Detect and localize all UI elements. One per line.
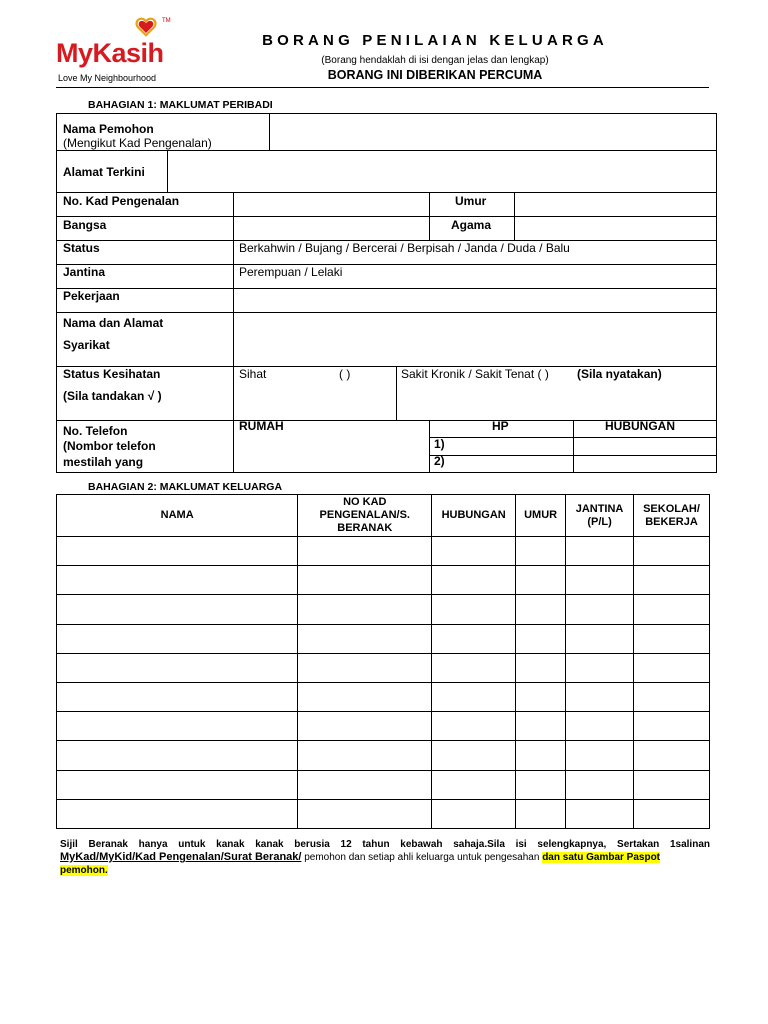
family-table-row bbox=[57, 537, 710, 566]
family-cell-school-work[interactable] bbox=[634, 682, 710, 711]
family-cell-gender[interactable] bbox=[566, 682, 634, 711]
header-divider bbox=[56, 87, 709, 88]
race-field[interactable] bbox=[234, 217, 429, 240]
family-cell-school-work[interactable] bbox=[634, 770, 710, 799]
family-cell-age[interactable] bbox=[516, 653, 566, 682]
health-label: Status Kesihatan bbox=[63, 367, 161, 381]
phone-row-1-label: 1) bbox=[434, 437, 445, 451]
family-cell-ic[interactable] bbox=[298, 624, 432, 653]
note-line-1: Sijil Beranak hanya untuk kanak kanak berusia 12 tahun kebawah sahaja.Sila isi selengkapnya, Sertakan 1salinan bbox=[60, 839, 710, 850]
family-cell-school-work[interactable] bbox=[634, 566, 710, 595]
family-cell-name[interactable] bbox=[57, 770, 298, 799]
gender-label: Jantina bbox=[63, 265, 106, 279]
company-label-2: Syarikat bbox=[63, 338, 110, 352]
family-cell-age[interactable] bbox=[516, 741, 566, 770]
family-cell-name[interactable] bbox=[57, 566, 298, 595]
col-header-relation: HUBUNGAN bbox=[432, 495, 516, 537]
col-divider bbox=[429, 420, 430, 472]
family-table-row bbox=[57, 566, 710, 595]
family-cell-age[interactable] bbox=[516, 799, 566, 828]
col-divider bbox=[429, 192, 430, 240]
family-cell-age[interactable] bbox=[516, 712, 566, 741]
occupation-label: Pekerjaan bbox=[63, 289, 120, 303]
family-cell-relation[interactable] bbox=[432, 537, 516, 566]
family-cell-school-work[interactable] bbox=[634, 537, 710, 566]
family-cell-name[interactable] bbox=[57, 799, 298, 828]
family-cell-name[interactable] bbox=[57, 741, 298, 770]
family-table-row bbox=[57, 682, 710, 711]
family-cell-relation[interactable] bbox=[432, 682, 516, 711]
family-cell-ic[interactable] bbox=[298, 741, 432, 770]
health-healthy-checkbox[interactable]: ( ) bbox=[339, 367, 351, 381]
family-cell-age[interactable] bbox=[516, 566, 566, 595]
note-highlight-2: pemohon. bbox=[60, 865, 108, 876]
note-line-3 bbox=[60, 864, 720, 877]
col-header-age: UMUR bbox=[516, 495, 566, 537]
col-header-ic: NO KAD PENGENALAN/S. BERANAK bbox=[298, 495, 432, 537]
occupation-field[interactable] bbox=[234, 289, 716, 312]
religion-field[interactable] bbox=[515, 217, 716, 240]
family-table-row bbox=[57, 595, 710, 624]
note-middle: pemohon dan setiap ahli keluarga untuk pengesahan bbox=[301, 852, 543, 863]
company-field[interactable] bbox=[234, 313, 716, 366]
note-documents: MyKad/MyKid/Kad Pengenalan/Surat Beranak/ bbox=[60, 851, 302, 863]
col-divider bbox=[573, 420, 574, 472]
family-cell-age[interactable] bbox=[516, 624, 566, 653]
family-table-row bbox=[57, 712, 710, 741]
ic-field[interactable] bbox=[234, 193, 429, 216]
mykasih-logo bbox=[56, 16, 184, 86]
form-title: BORANG PENILAIAN KELUARGA bbox=[262, 32, 608, 49]
phone-house-field[interactable] bbox=[234, 434, 429, 472]
family-cell-ic[interactable] bbox=[298, 712, 432, 741]
family-cell-name[interactable] bbox=[57, 595, 298, 624]
family-cell-name[interactable] bbox=[57, 712, 298, 741]
form-subtitle: (Borang hendaklah di isi dengan jelas dan lengkap) bbox=[321, 55, 549, 66]
age-field[interactable] bbox=[515, 193, 716, 216]
address-field[interactable] bbox=[168, 151, 716, 192]
family-cell-name[interactable] bbox=[57, 653, 298, 682]
family-cell-relation[interactable] bbox=[432, 595, 516, 624]
col-header-name: NAMA bbox=[57, 495, 298, 537]
phone-label-2: (Nombor telefon bbox=[63, 439, 156, 453]
family-cell-name[interactable] bbox=[57, 682, 298, 711]
family-cell-age[interactable] bbox=[516, 770, 566, 799]
section-2-title: BAHAGIAN 2: MAKLUMAT KELUARGA bbox=[88, 481, 283, 493]
personal-info-table bbox=[56, 113, 717, 473]
family-table-row bbox=[57, 741, 710, 770]
status-options[interactable]: Berkahwin / Bujang / Bercerai / Berpisah / Janda / Duda / Balu bbox=[239, 241, 570, 255]
family-cell-gender[interactable] bbox=[566, 712, 634, 741]
family-cell-age[interactable] bbox=[516, 595, 566, 624]
col-header-school-work: SEKOLAH/ BEKERJA bbox=[634, 495, 710, 537]
family-cell-relation[interactable] bbox=[432, 712, 516, 741]
health-healthy-option[interactable]: Sihat bbox=[239, 367, 267, 381]
row-divider bbox=[57, 264, 716, 265]
note-highlight-1: dan satu Gambar Paspot bbox=[542, 852, 661, 863]
phone-label: No. Telefon bbox=[63, 424, 128, 438]
family-cell-school-work[interactable] bbox=[634, 741, 710, 770]
family-cell-ic[interactable] bbox=[298, 566, 432, 595]
family-cell-relation[interactable] bbox=[432, 566, 516, 595]
family-cell-ic[interactable] bbox=[298, 595, 432, 624]
family-cell-name[interactable] bbox=[57, 624, 298, 653]
health-sublabel: (Sila tandakan √ ) bbox=[63, 389, 162, 403]
family-cell-ic[interactable] bbox=[298, 770, 432, 799]
col-header-gender: JANTINA (P/L) bbox=[566, 495, 634, 537]
family-cell-name[interactable] bbox=[57, 537, 298, 566]
applicant-name-field[interactable] bbox=[270, 114, 716, 150]
gender-options[interactable]: Perempuan / Lelaki bbox=[239, 265, 343, 279]
family-table-row bbox=[57, 799, 710, 828]
family-cell-relation[interactable] bbox=[432, 770, 516, 799]
family-cell-age[interactable] bbox=[516, 682, 566, 711]
family-cell-school-work[interactable] bbox=[634, 712, 710, 741]
free-notice: BORANG INI DIBERIKAN PERCUMA bbox=[327, 68, 543, 82]
family-cell-relation[interactable] bbox=[432, 653, 516, 682]
trademark-mark: TM bbox=[162, 18, 171, 24]
family-cell-ic[interactable] bbox=[298, 653, 432, 682]
note-line-2 bbox=[60, 851, 720, 864]
family-cell-age[interactable] bbox=[516, 537, 566, 566]
ic-label: No. Kad Pengenalan bbox=[63, 194, 180, 208]
family-cell-ic[interactable] bbox=[298, 682, 432, 711]
religion-label: Agama bbox=[451, 218, 492, 232]
phone-row-2-label: 2) bbox=[434, 454, 445, 468]
family-cell-relation[interactable] bbox=[432, 624, 516, 653]
family-table-header bbox=[57, 495, 710, 537]
family-table bbox=[56, 494, 710, 829]
family-cell-school-work[interactable] bbox=[634, 653, 710, 682]
address-label: Alamat Terkini bbox=[63, 165, 145, 179]
family-cell-relation[interactable] bbox=[432, 799, 516, 828]
family-table-row bbox=[57, 653, 710, 682]
family-cell-gender[interactable] bbox=[566, 624, 634, 653]
heart-icon bbox=[135, 16, 157, 38]
family-cell-ic[interactable] bbox=[298, 799, 432, 828]
family-cell-gender[interactable] bbox=[566, 595, 634, 624]
family-cell-gender[interactable] bbox=[566, 770, 634, 799]
phone-relation-header: HUBUNGAN bbox=[605, 419, 675, 433]
family-cell-school-work[interactable] bbox=[634, 624, 710, 653]
family-table-row bbox=[57, 770, 710, 799]
logo-wordmark: MyKasih bbox=[56, 38, 164, 68]
health-specify-label: (Sila nyatakan) bbox=[577, 367, 662, 381]
family-cell-gender[interactable] bbox=[566, 799, 634, 828]
submission-note bbox=[60, 838, 720, 877]
family-table-row bbox=[57, 624, 710, 653]
health-sick-option[interactable]: Sakit Kronik / Sakit Tenat ( ) bbox=[401, 367, 549, 381]
family-cell-school-work[interactable] bbox=[634, 595, 710, 624]
family-cell-gender[interactable] bbox=[566, 566, 634, 595]
race-label: Bangsa bbox=[63, 218, 107, 232]
family-cell-ic[interactable] bbox=[298, 537, 432, 566]
family-cell-gender[interactable] bbox=[566, 537, 634, 566]
phone-hp-header: HP bbox=[492, 419, 509, 433]
applicant-name-sublabel: (Mengikut Kad Pengenalan) bbox=[63, 136, 212, 150]
phone-house-header: RUMAH bbox=[239, 419, 284, 433]
family-cell-gender[interactable] bbox=[566, 653, 634, 682]
family-cell-relation[interactable] bbox=[432, 741, 516, 770]
status-label: Status bbox=[63, 241, 100, 255]
section-1-title: BAHAGIAN 1: MAKLUMAT PERIBADI bbox=[88, 99, 273, 111]
company-label: Nama dan Alamat bbox=[63, 316, 164, 330]
col-divider bbox=[396, 366, 397, 420]
family-cell-gender[interactable] bbox=[566, 741, 634, 770]
applicant-name-label: Nama Pemohon bbox=[63, 122, 154, 136]
family-cell-school-work[interactable] bbox=[634, 799, 710, 828]
age-label: Umur bbox=[455, 194, 487, 208]
logo-tagline: Love My Neighbourhood bbox=[58, 73, 157, 83]
phone-label-3: mestilah yang bbox=[63, 455, 144, 469]
